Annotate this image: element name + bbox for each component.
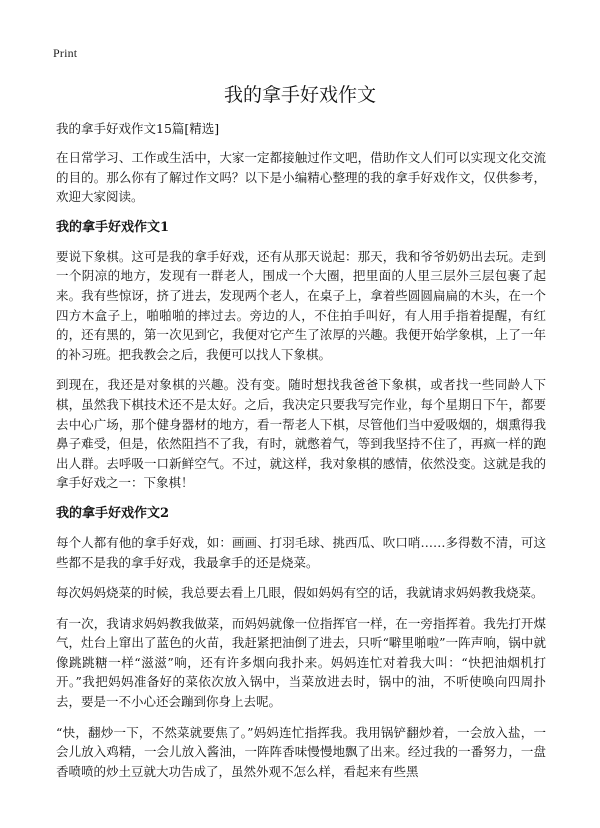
intro-paragraph: 在日常学习、工作或生活中，大家一定都接触过作文吧，借助作文人们可以实现文化交流的目的。那么你有了解过作文吗？以下是小编精心整理的我的拿手好戏作文，仅供参考，欢迎大家阅读。 (56, 150, 546, 205)
section-heading-2: 我的拿手好戏作文2 (56, 505, 170, 521)
section-2-paragraph-4: “快，翻炒一下，不然菜就要焦了。”妈妈连忙指挥我。我用锅铲翻炒着，一会放入盐，一会儿放入鸡精，一会儿放入酱油，一阵阵香味慢慢地飘了出来。经过我的一番努力，一盘香喷喷的炒土豆就大功告成了，虽然外观不怎么样，看起来有些黑 (56, 724, 546, 779)
section-1-paragraph-1: 要说下象棋。这可是我的拿手好戏，还有从那天说起：那天，我和爷爷奶奶出去玩。走到一个阴凉的地方，发现有一群老人，围成一个大圈，把里面的人里三层外三层包裹了起来。我有些惊讶，挤了进去，发现两个老人，在桌子上，拿着些圆圆扁扁的木头，在一个四方木盒子上，啪啪啪的摔过去。旁边的人，不住拍手叫好，有人用手指着提醒，有红的，还有黑的，第一次见到它，我便对它产生了浓厚的兴趣。我便开始学象棋，上了一年的补习班。把我教会之后，我便可以找人下象棋。 (56, 248, 546, 362)
page-title: 我的拿手好戏作文 (223, 84, 376, 106)
section-heading-1: 我的拿手好戏作文1 (56, 219, 170, 235)
section-2-paragraph-2: 每次妈妈烧菜的时候，我总要去看上几眼，假如妈妈有空的话，我就请求妈妈教我烧菜。 (56, 585, 544, 601)
section-2-paragraph-1: 每个人都有他的拿手好戏，如：画画、打羽毛球、挑西瓜、吹口哨……多得数不清，可这些都不是我的拿手好戏，我最拿手的还是烧菜。 (56, 534, 546, 570)
article-body (56, 120, 546, 792)
print-label: Print (53, 46, 78, 60)
section-2-paragraph-3: 有一次，我请求妈妈教我做菜，而妈妈就像一位指挥官一样，在一旁指挥着。我先打开煤气，灶台上窜出了蓝色的火苗，我赶紧把油倒了进去，只听“噼里啪啦”一阵声响，锅中就像跳跳糖一样“滋滋”响，还有许多烟向我扑来。妈妈连忙对着我大叫：“快把油烟机打开。”我把妈妈准备好的菜依次放入锅中，当菜放进去时，锅中的油，不听使唤向四周扑去，要是一不小心还会蹦到你身上去呢。 (56, 615, 546, 710)
section-1-paragraph-2: 到现在，我还是对象棋的兴趣。没有变。随时想找我爸爸下象棋，或者找一些同龄人下棋，虽然我下棋技术还不是太好。之后，我决定只要我写完作业，每个星期日下午，都要去中心广场，那个健身器材的地方，看一帮老人下棋，尽管他们当中爱吸烟的，烟熏得我鼻子难受，但是，依然阻挡不了我，有时，就憋着气，等到我坚持不住了，再疯一样的跑出人群。去呼吸一口新鲜空气。不过，就这样，我对象棋的感情，依然没变。这就是我的拿手好戏之一：下象棋！ (56, 377, 546, 491)
article-subtitle: 我的拿手好戏作文15篇[精选] (56, 121, 220, 136)
